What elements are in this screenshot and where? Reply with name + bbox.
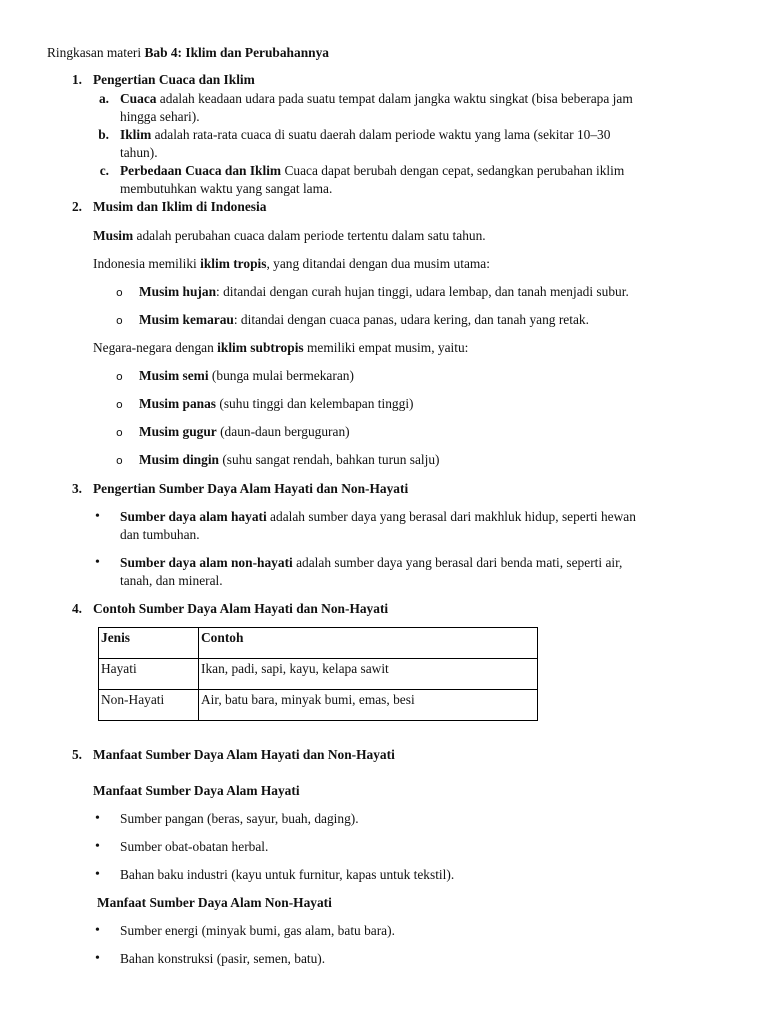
header-title: Bab 4: Iklim dan Perubahannya [144, 45, 329, 60]
musim-term: Musim [93, 228, 134, 243]
subtropis-item-4-term: Musim dingin [139, 452, 219, 467]
item-1a-text: adalah keadaan udara pada suatu tempat dalam jangka waktu singkat (bisa beberapa jam [156, 91, 633, 106]
item-1c-marker: c. [99, 163, 109, 178]
table-row [99, 690, 538, 721]
table-row [99, 659, 538, 690]
item-1b-marker: b. [98, 127, 109, 142]
item-1a-term: Cuaca [120, 91, 157, 106]
table-cell: Hayati [99, 659, 199, 690]
section-2-number: 2. [71, 199, 82, 214]
header-prefix: Ringkasan materi [47, 45, 145, 60]
bullet-circle: o [116, 454, 123, 467]
subtropis-item-3 [139, 423, 350, 441]
bullet-dot: • [95, 951, 100, 966]
section-2-paragraph-2 [93, 255, 490, 273]
item-1b-text: adalah rata-rata cuaca di suatu daerah dalam periode waktu yang lama (sekitar 10–30 [151, 127, 611, 142]
section-2-paragraph-3 [93, 339, 468, 357]
subtropis-item-1-text: (bunga mulai bermekaran) [208, 368, 354, 383]
section-1-title: Pengertian Cuaca dan Iklim [93, 72, 255, 87]
bullet-dot: • [95, 923, 100, 938]
manfaat-nonhayati-item-1: Sumber energi (minyak bumi, gas alam, batu bara). [120, 923, 395, 938]
bullet-dot: • [95, 867, 100, 882]
subtropis-post: memiliki empat musim, yaitu: [303, 340, 469, 355]
tropis-item-2-term: Musim kemarau [139, 312, 234, 327]
subtropis-pre: Negara-negara dengan [93, 340, 218, 355]
document-header [47, 44, 329, 62]
sda-hayati-text: adalah sumber daya yang berasal dari makhluk hidup, seperti hewan [266, 509, 636, 524]
section-3-number: 3. [71, 481, 82, 496]
subtropis-item-4-text: (suhu sangat rendah, bahkan turun salju) [219, 452, 440, 467]
section-4-title: Contoh Sumber Daya Alam Hayati dan Non-Hayati [93, 601, 389, 616]
table-cell: Air, batu bara, minyak bumi, emas, besi [199, 690, 538, 721]
tropis-item-1 [139, 283, 629, 301]
sda-nonhayati-def [120, 554, 622, 572]
manfaat-hayati-item-2: Sumber obat-obatan herbal. [120, 839, 269, 854]
bullet-dot: • [95, 555, 100, 570]
tropis-pre: Indonesia memiliki [93, 256, 201, 271]
manfaat-nonhayati-heading: Manfaat Sumber Daya Alam Non-Hayati [97, 895, 332, 910]
item-1b [120, 126, 610, 144]
tropis-item-2 [139, 311, 589, 329]
tropis-item-1-text: : ditandai dengan curah hujan tinggi, udara lembap, dan tanah menjadi subur. [216, 284, 629, 299]
section-2-paragraph-1 [93, 227, 486, 245]
item-1c-term: Perbedaan Cuaca dan Iklim [120, 163, 282, 178]
sda-nonhayati-text: adalah sumber daya yang berasal dari benda mati, seperti air, [292, 555, 623, 570]
tropis-post: , yang ditandai dengan dua musim utama: [266, 256, 490, 271]
tropis-term: iklim tropis [200, 256, 267, 271]
subtropis-item-2-text: (suhu tinggi dan kelembapan tinggi) [216, 396, 414, 411]
item-1c-text: Cuaca dapat berubah dengan cepat, sedangkan perubahan iklim [281, 163, 625, 178]
item-1c-text-cont: membutuhkan waktu yang sangat lama. [120, 181, 333, 196]
manfaat-nonhayati-item-2: Bahan konstruksi (pasir, semen, batu). [120, 951, 326, 966]
section-5-title: Manfaat Sumber Daya Alam Hayati dan Non-Hayati [93, 747, 395, 762]
bullet-circle: o [116, 286, 123, 299]
table-header-contoh: Contoh [199, 628, 538, 659]
subtropis-item-1 [139, 367, 354, 385]
tropis-item-1-term: Musim hujan [139, 284, 217, 299]
manfaat-hayati-heading: Manfaat Sumber Daya Alam Hayati [93, 783, 300, 798]
bullet-circle: o [116, 370, 123, 383]
subtropis-item-2-term: Musim panas [139, 396, 217, 411]
section-2-title: Musim dan Iklim di Indonesia [93, 199, 267, 214]
subtropis-item-2 [139, 395, 414, 413]
table-header-row [99, 628, 538, 659]
bullet-dot: • [95, 811, 100, 826]
subtropis-item-3-text: (daun-daun berguguran) [216, 424, 350, 439]
subtropis-item-1-term: Musim semi [139, 368, 209, 383]
table-cell: Ikan, padi, sapi, kayu, kelapa sawit [199, 659, 538, 690]
subtropis-item-3-term: Musim gugur [139, 424, 217, 439]
section-1-number: 1. [71, 72, 82, 87]
sda-hayati-term: Sumber daya alam hayati [120, 509, 267, 524]
musim-text: adalah perubahan cuaca dalam periode tertentu dalam satu tahun. [133, 228, 486, 243]
bullet-circle: o [116, 398, 123, 411]
manfaat-hayati-item-1: Sumber pangan (beras, sayur, buah, daging). [120, 811, 359, 826]
bullet-dot: • [95, 839, 100, 854]
subtropis-item-4 [139, 451, 440, 469]
item-1a [120, 90, 633, 108]
table-cell: Non-Hayati [99, 690, 199, 721]
item-1c [120, 162, 624, 180]
bullet-dot: • [95, 509, 100, 524]
bullet-circle: o [116, 314, 123, 327]
sda-hayati-def [120, 508, 636, 526]
manfaat-hayati-item-3: Bahan baku industri (kayu untuk furnitur, kapas untuk tekstil). [120, 867, 455, 882]
bullet-circle: o [116, 426, 123, 439]
contoh-table [98, 627, 538, 721]
item-1b-text-cont: tahun). [120, 145, 158, 160]
sda-nonhayati-text-cont: tanah, dan mineral. [120, 573, 223, 588]
item-1b-term: Iklim [120, 127, 152, 142]
sda-nonhayati-term: Sumber daya alam non-hayati [120, 555, 293, 570]
item-1a-marker: a. [98, 91, 109, 106]
subtropis-term: iklim subtropis [217, 340, 304, 355]
section-4-number: 4. [71, 601, 82, 616]
section-3-title: Pengertian Sumber Daya Alam Hayati dan Non-Hayati [93, 481, 409, 496]
table-header-jenis: Jenis [99, 628, 199, 659]
tropis-item-2-text: : ditandai dengan cuaca panas, udara kering, dan tanah yang retak. [233, 312, 589, 327]
section-5-number: 5. [71, 747, 82, 762]
sda-hayati-text-cont: dan tumbuhan. [120, 527, 200, 542]
item-1a-text-cont: hingga sehari). [120, 109, 200, 124]
